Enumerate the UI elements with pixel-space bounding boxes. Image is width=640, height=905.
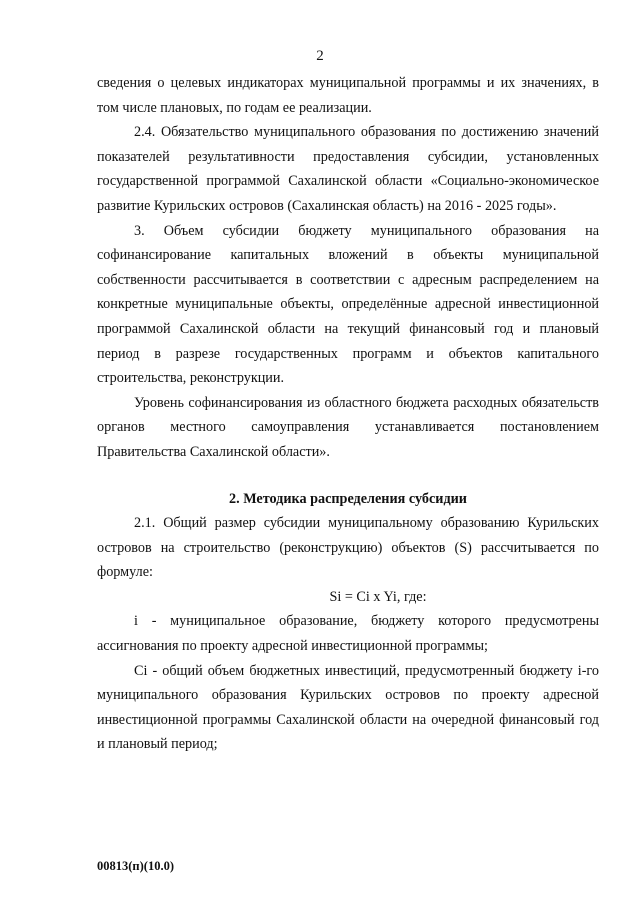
- page-number: 2: [316, 48, 324, 64]
- paragraph-3: 3. Объем субсидии бюджету муниципального образования на софинансирование капитальных вложений в объекты муниципальной собственности рассчитывается в соответствии с адресным распределением на конкретные муниципальные объекты, определённые адресной инвестиционной программой Сахалинской области на текущий финансовый год и плановый период в разрезе государственных программ и объектов капитального строительства, реконструкции.: [97, 222, 599, 387]
- paragraph-definition-ci: Ci - общий объем бюджетных инвестиций, предусмотренный бюджету i-го муниципального образования Курильских островов по проекту адресной инвестиционной программы Сахалинской области на очередной финансовый год и плановый период;: [97, 662, 599, 753]
- formula: Si = Ci x Yi, где:: [329, 588, 427, 605]
- paragraph-continuation: сведения о целевых индикаторах муниципальной программы и их значениях, в том числе плановых, по годам ее реализации.: [97, 75, 599, 116]
- section-heading: 2. Методика распределения субсидии: [229, 490, 467, 507]
- paragraph-cofinancing-level: Уровень софинансирования из областного бюджета расходных обязательств органов местного самоуправления устанавливается постановлением Правительства Сахалинской области».: [97, 394, 599, 460]
- document-code: 00813(п)(10.0): [97, 859, 174, 873]
- paragraph-2-1: 2.1. Общий размер субсидии муниципальному образованию Курильских островов на строительство (реконструкцию) объектов (S) рассчитывается по формуле:: [97, 515, 599, 581]
- paragraph-2-4: 2.4. Обязательство муниципального образования по достижению значений показателей результативности предоставления субсидии, установленных государственной программой Сахалинской области «Социально-экономическое развитие Курильских островов (Сахалинская область) на 2016 - 2025 годы».: [97, 124, 599, 214]
- document-body: [97, 71, 599, 757]
- paragraph-definition-i: i - муниципальное образование, бюджету которого предусмотрены ассигнования по проекту адресной инвестиционной программы;: [97, 613, 599, 655]
